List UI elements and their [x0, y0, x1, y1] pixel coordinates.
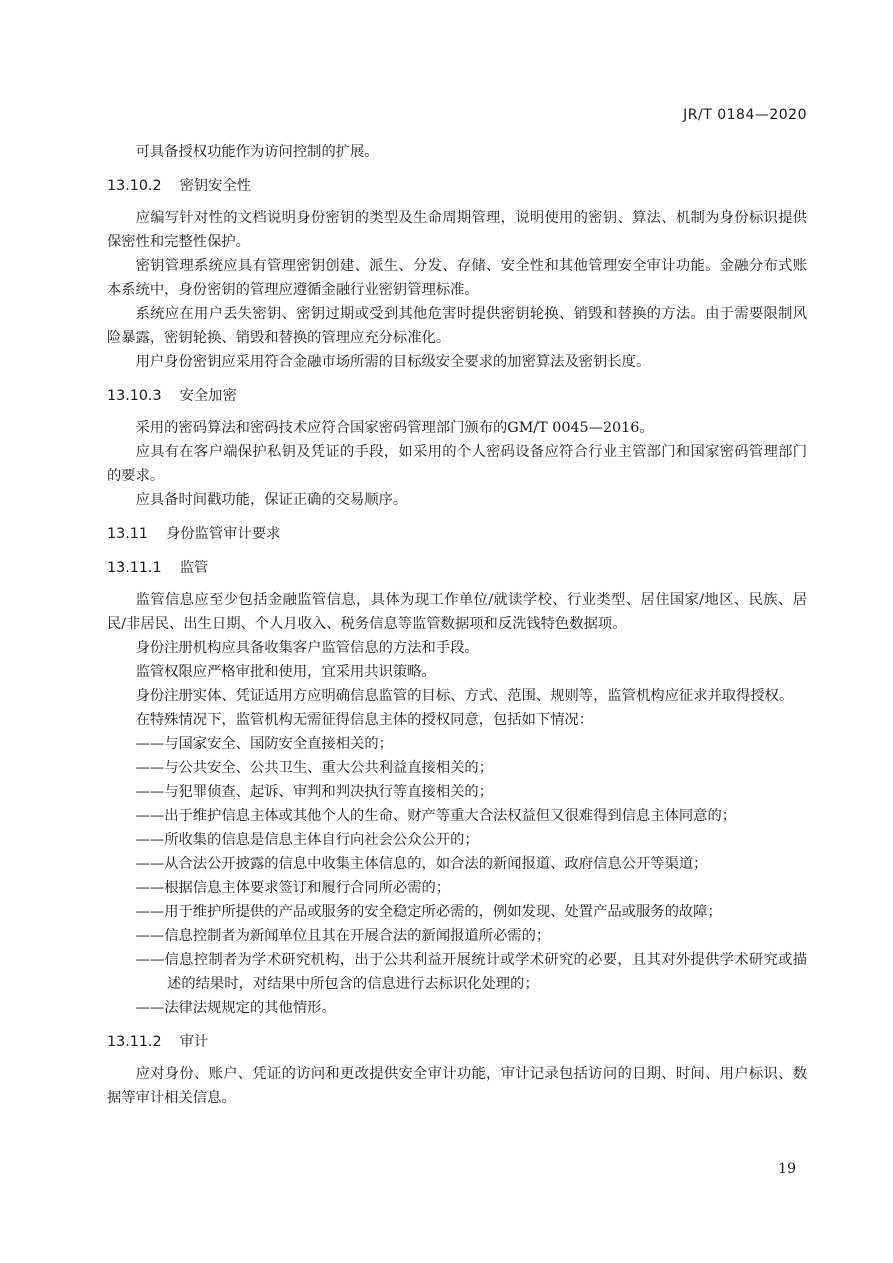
list-item: ——信息控制者为新闻单位且其在开展合法的新闻报道所必需的；: [135, 928, 551, 944]
paragraph: 应具备时间戳功能，保证正确的交易顺序。: [135, 492, 408, 508]
section-number: 13.11: [107, 526, 148, 542]
paragraph: 身份注册机构应具备收集客户监管信息的方法和手段。: [135, 640, 479, 656]
paragraph: 采用的密码算法和密码技术应符合国家密码管理部门颁布的GM/T 0045—2016。: [135, 420, 654, 436]
paragraph: 监管信息应至少包括金融监管信息，具体为现工作单位/就读学校、行业类型、居住国家/地区、民族、居民/非居民、出生日期、个人月收入、税务信息等监管数据项和反洗钱特色数据项。: [107, 592, 807, 632]
section-heading: [107, 1030, 807, 1054]
paragraph: 可具备授权功能作为访问控制的扩展。: [135, 144, 379, 160]
paragraph: 系统应在用户丢失密钥、密钥过期或受到其他危害时提供密钥轮换、销毁和替换的方法。由于需要限制风险暴露，密钥轮换、销毁和替换的管理应充分标准化。: [107, 306, 807, 346]
paragraph: 密钥管理系统应具有管理密钥创建、派生、分发、存储、安全性和其他管理安全审计功能。金融分布式账本系统中，身份密钥的管理应遵循金融行业密钥管理标准。: [107, 258, 807, 298]
page-number: 19: [778, 1161, 796, 1177]
section-title: 身份监管审计要求: [165, 526, 281, 542]
list-item: ——从合法公开披露的信息中收集主体信息的，如合法的新闻报道、政府信息公开等渠道；: [135, 856, 708, 872]
paragraph: 应具有在客户端保护私钥及凭证的手段，如采用的个人密码设备应符合行业主管部门和国家密码管理部门的要求。: [107, 444, 807, 484]
paragraph: 应对身份、账户、凭证的访问和更改提供安全审计功能，审计记录包括访问的日期、时间、用户标识、数据等审计相关信息。: [107, 1066, 807, 1106]
paragraph: 监管权限应严格审批和使用，宜采用共识策略。: [135, 664, 436, 680]
section-title: 监管: [179, 560, 209, 576]
list-item: ——信息控制者为学术研究机构，出于公共利益开展统计或学术研究的必要，且其对外提供学术研究或描述的结果时，对结果中所包含的信息进行去标识化处理的；: [135, 952, 807, 992]
document-body: [107, 140, 807, 1110]
list-item: ——法律法规规定的其他情形。: [135, 1000, 336, 1016]
list-item: ——出于维护信息主体或其他个人的生命、财产等重大合法权益但又很难得到信息主体同意的；: [135, 808, 737, 824]
section-heading: [107, 556, 807, 580]
section-title: 安全加密: [179, 388, 237, 404]
paragraph: 身份注册实体、凭证适用方应明确信息监管的目标、方式、范围、规则等，监管机构应征求并取得授权。: [135, 688, 794, 704]
list-item: ——用于维护所提供的产品或服务的安全稳定所必需的，例如发现、处置产品或服务的故障；: [135, 904, 722, 920]
paragraph: 在特殊情况下，监管机构无需征得信息主体的授权同意，包括如下情况：: [135, 712, 594, 728]
paragraph: 用户身份密钥应采用符合金融市场所需的目标级安全要求的加密算法及密钥长度。: [135, 354, 651, 370]
list-item: ——与公共安全、公共卫生、重大公共利益直接相关的；: [135, 760, 494, 776]
list-item: ——与犯罪侦查、起诉、审判和判决执行等直接相关的；: [135, 784, 494, 800]
section-title: 密钥安全性: [179, 178, 252, 194]
section-number: 13.11.1: [107, 560, 162, 576]
document-code: JR/T 0184—2020: [683, 107, 807, 123]
section-number: 13.10.2: [107, 178, 162, 194]
section-title: 审计: [179, 1034, 209, 1050]
section-heading: [107, 384, 807, 408]
section-number: 13.11.2: [107, 1034, 162, 1050]
section-heading: [107, 174, 807, 198]
list-item: ——与国家安全、国防安全直接相关的；: [135, 736, 393, 752]
list-item: ——所收集的信息是信息主体自行向社会公众公开的；: [135, 832, 479, 848]
section-heading: [107, 522, 807, 546]
paragraph: 应编写针对性的文档说明身份密钥的类型及生命周期管理，说明使用的密钥、算法、机制为身份标识提供保密性和完整性保护。: [107, 210, 807, 250]
section-number: 13.10.3: [107, 388, 162, 404]
list-item: ——根据信息主体要求签订和履行合同所必需的；: [135, 880, 451, 896]
